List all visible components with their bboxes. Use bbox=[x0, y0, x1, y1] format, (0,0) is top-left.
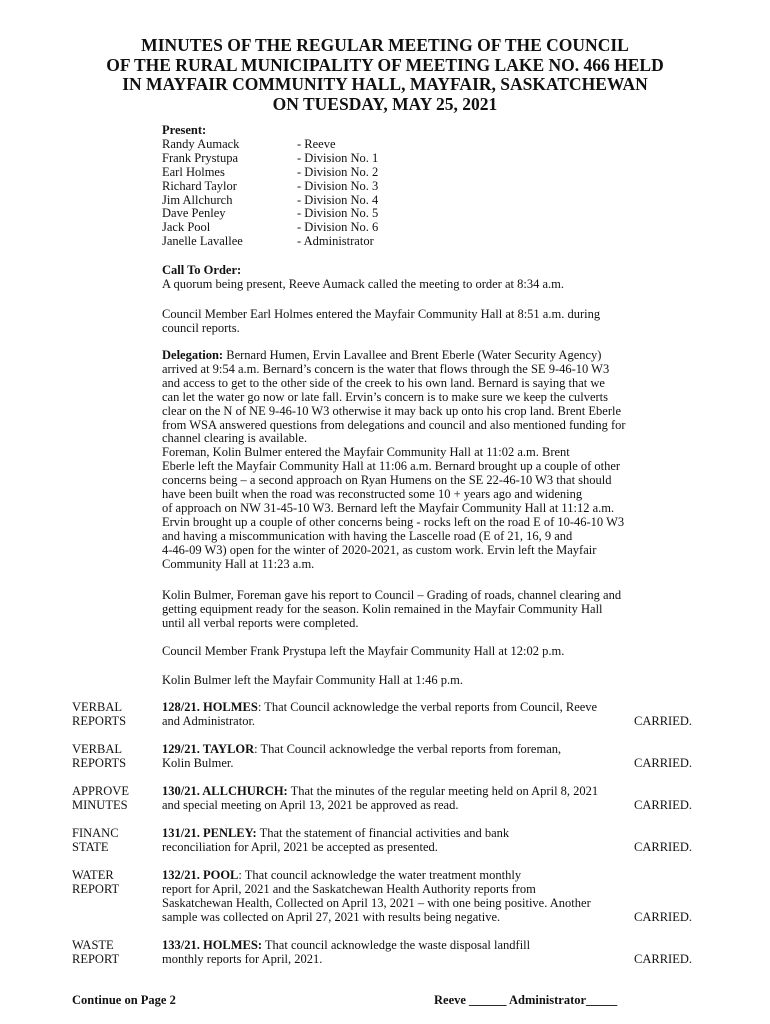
motion-text: reconciliation for April, 2021 be accepted as presented. bbox=[162, 839, 438, 854]
carried-label: CARRIED. bbox=[634, 713, 692, 728]
present-member bbox=[162, 180, 378, 194]
member-role: - Division No. 6 bbox=[297, 220, 379, 235]
motion-text: That the minutes of the regular meeting held on April 8, 2021 bbox=[287, 784, 599, 798]
member-name: Dave Penley bbox=[162, 206, 226, 221]
call-to-order bbox=[162, 264, 722, 292]
label-line: WASTE bbox=[72, 938, 114, 952]
member-role: - Division No. 1 bbox=[297, 150, 379, 165]
member-name: Randy Aumack bbox=[162, 136, 240, 151]
paragraph-line bbox=[162, 349, 722, 363]
paragraph-line: Ervin brought up a couple of other concerns being - rocks left on the road E of 10-46-10 W3 bbox=[162, 514, 625, 529]
delegation-first-line: Bernard Humen, Ervin Lavallee and Brent Eberle (Water Security Agency) bbox=[223, 348, 602, 362]
motion-first-line bbox=[162, 701, 692, 715]
member-role: - Division No. 4 bbox=[297, 192, 379, 207]
motion-first-line bbox=[162, 827, 692, 841]
motion-last-line bbox=[162, 953, 692, 967]
carried-label: CARRIED. bbox=[634, 755, 692, 770]
carried-label: CARRIED. bbox=[634, 797, 692, 812]
motion-number: 133/21. HOLMES: bbox=[162, 938, 263, 952]
page-title bbox=[40, 36, 730, 114]
carried-label: CARRIED. bbox=[634, 909, 692, 924]
signature-lines: Reeve ______ Administrator_____ bbox=[434, 993, 618, 1007]
motion-number: 131/21. PENLEY: bbox=[162, 826, 257, 840]
motion-text: report for April, 2021 and the Saskatchewan Health Authority reports from bbox=[162, 881, 536, 896]
motion-middle-line bbox=[162, 897, 692, 911]
motion-text: sample was collected on April 27, 2021 with results being negative. bbox=[162, 909, 501, 924]
present-member bbox=[162, 152, 378, 166]
paragraph-line: Kolin Bulmer, Foreman gave his report to Council – Grading of roads, channel clearing and bbox=[162, 588, 622, 602]
title-line: MINUTES OF THE REGULAR MEETING OF THE COUNCIL bbox=[141, 35, 629, 55]
paragraph-line: Council Member Frank Prystupa left the Mayfair Community Hall at 12:02 p.m. bbox=[162, 644, 565, 658]
member-name: Janelle Lavallee bbox=[162, 234, 243, 249]
present-member bbox=[162, 235, 378, 249]
present-member bbox=[162, 194, 378, 208]
present-member bbox=[162, 221, 378, 235]
title-line: IN MAYFAIR COMMUNITY HALL, MAYFAIR, SASKATCHEWAN bbox=[122, 74, 648, 94]
member-role: - Division No. 3 bbox=[297, 178, 379, 193]
bulmer-left-paragraph bbox=[162, 674, 722, 688]
member-name: Earl Holmes bbox=[162, 164, 225, 179]
motion-margin-label bbox=[72, 827, 152, 855]
motion-129 bbox=[162, 743, 692, 771]
carried-label: CARRIED. bbox=[634, 839, 692, 854]
paragraph-line: from WSA answered questions from delegations and council and also mentioned funding for bbox=[162, 417, 626, 432]
motion-text: That the statement of financial activities and bank bbox=[256, 826, 510, 840]
delegation-heading: Delegation: bbox=[162, 348, 224, 362]
paragraph-line: and access to get to the other side of the creek to his own land. Bernard is saying that we bbox=[162, 375, 605, 390]
present-member bbox=[162, 138, 378, 152]
motion-text: That council acknowledge the water treatment monthly bbox=[241, 868, 522, 882]
motion-text: and Administrator. bbox=[162, 713, 256, 728]
motion-middle-line bbox=[162, 883, 692, 897]
label-line: WATER bbox=[72, 868, 114, 882]
label-line: REPORTS bbox=[72, 713, 127, 728]
label-line: FINANC bbox=[72, 826, 119, 840]
paragraph-line: Eberle left the Mayfair Community Hall at 11:06 a.m. Bernard brought up a couple of other bbox=[162, 459, 621, 474]
prystupa-left-paragraph bbox=[162, 645, 722, 659]
motion-text: monthly reports for April, 2021. bbox=[162, 951, 323, 966]
motion-number: 130/21. ALLCHURCH: bbox=[162, 784, 288, 798]
motion-margin-label bbox=[72, 939, 152, 967]
foreman-report-paragraph bbox=[162, 589, 722, 631]
paragraph-line: channel clearing is available. bbox=[162, 431, 308, 446]
motion-last-line bbox=[162, 799, 692, 813]
paragraph-line: 4-46-09 W3) open for the winter of 2020-2021, as custom work. Ervin left the Mayfair bbox=[162, 542, 597, 557]
paragraph-line: can let the water go now or late fall. Ervin’s concern is to make sure we keep the culverts bbox=[162, 389, 609, 404]
paragraph-line: have been built when the road was reconstructed some 10 + years ago and widening bbox=[162, 487, 583, 502]
paragraph-line: of approach on NW 31-45-10 W3. Bernard left the Mayfair Community Hall at 11:12 a.m. bbox=[162, 500, 615, 515]
motion-text: Saskatchewan Health, Collected on April 13, 2021 – with one being positive. Another bbox=[162, 895, 591, 910]
label-line: VERBAL bbox=[72, 700, 122, 714]
paragraph-line: arrived at 9:54 a.m. Bernard’s concern is the water that flows through the SE 9-46-10 W3 bbox=[162, 361, 610, 376]
paragraph-line: Community Hall at 11:23 a.m. bbox=[162, 556, 315, 571]
motion-first-line bbox=[162, 743, 692, 757]
motion-margin-label bbox=[72, 869, 152, 897]
paragraph-line: council reports. bbox=[162, 320, 240, 335]
member-name: Jack Pool bbox=[162, 220, 211, 235]
holmes-entered-paragraph bbox=[162, 308, 722, 336]
motion-text: That Council acknowledge the verbal reports from Council, Reeve bbox=[261, 700, 598, 714]
continue-note: Continue on Page 2 bbox=[72, 993, 176, 1007]
paragraph-line: Foreman, Kolin Bulmer entered the Mayfair Community Hall at 11:02 a.m. Brent bbox=[162, 445, 570, 460]
label-line: MINUTES bbox=[72, 797, 128, 812]
title-line: ON TUESDAY, MAY 25, 2021 bbox=[272, 93, 498, 114]
paragraph-line: until all verbal reports were completed. bbox=[162, 615, 359, 630]
motion-sep: : bbox=[238, 868, 242, 882]
motion-number: 132/21. POOL bbox=[162, 868, 239, 882]
present-member bbox=[162, 166, 378, 180]
title-line: OF THE RURAL MUNICIPALITY OF MEETING LAKE NO. 466 HELD bbox=[106, 54, 664, 75]
motion-text: That council acknowledge the waste disposal landfill bbox=[262, 938, 531, 952]
label-line: REPORT bbox=[72, 881, 120, 896]
motion-text: That Council acknowledge the verbal reports from foreman, bbox=[257, 742, 562, 756]
member-role: - Reeve bbox=[297, 136, 336, 151]
motion-133 bbox=[162, 939, 692, 967]
label-line: REPORT bbox=[72, 951, 120, 966]
call-to-order-text: A quorum being present, Reeve Aumack called the meeting to order at 8:34 a.m. bbox=[162, 276, 564, 291]
call-to-order-heading: Call To Order: bbox=[162, 263, 242, 277]
motion-number: 129/21. TAYLOR bbox=[162, 742, 255, 756]
motion-132 bbox=[162, 869, 692, 925]
motion-131 bbox=[162, 827, 692, 855]
motion-sep: : bbox=[257, 700, 262, 714]
label-line: APPROVE bbox=[72, 784, 129, 798]
paragraph-line: and having a miscommunication with having the Lascelle road (E of 21, 16, 9 and bbox=[162, 528, 573, 543]
motion-last-line bbox=[162, 715, 692, 729]
present-member bbox=[162, 207, 378, 221]
member-name: Richard Taylor bbox=[162, 178, 237, 193]
member-name: Frank Prystupa bbox=[162, 150, 239, 165]
member-role: - Division No. 2 bbox=[297, 164, 379, 179]
paragraph-line: concerns being – a second approach on Ryan Humens on the SE 22-46-10 W3 that should bbox=[162, 473, 612, 488]
present-heading: Present: bbox=[162, 123, 207, 137]
paragraph-line: getting equipment ready for the season. Kolin remained in the Mayfair Community Hall bbox=[162, 601, 603, 616]
motion-first-line bbox=[162, 939, 692, 953]
paragraph-line: Council Member Earl Holmes entered the Mayfair Community Hall at 8:51 a.m. during bbox=[162, 307, 601, 321]
motion-text: Kolin Bulmer. bbox=[162, 755, 234, 770]
member-role: - Administrator bbox=[297, 234, 374, 249]
delegation-paragraph bbox=[162, 349, 722, 572]
label-line: STATE bbox=[72, 839, 109, 854]
motion-130 bbox=[162, 785, 692, 813]
motion-first-line bbox=[162, 785, 692, 799]
paragraph-line: clear on the N of NE 9-46-10 W3 otherwise it may back up onto his crop land. Brent Eberle bbox=[162, 403, 622, 418]
motion-margin-label bbox=[72, 701, 152, 729]
motion-last-line bbox=[162, 757, 692, 771]
paragraph-line: Kolin Bulmer left the Mayfair Community Hall at 1:46 p.m. bbox=[162, 673, 463, 687]
motion-128 bbox=[162, 701, 692, 729]
motion-text: and special meeting on April 13, 2021 be approved as read. bbox=[162, 797, 459, 812]
motion-margin-label bbox=[72, 785, 152, 813]
label-line: REPORTS bbox=[72, 755, 127, 770]
motion-first-line bbox=[162, 869, 692, 883]
motion-sep: : bbox=[254, 742, 258, 756]
member-name: Jim Allchurch bbox=[162, 192, 233, 207]
motion-last-line bbox=[162, 841, 692, 855]
present-list bbox=[162, 124, 378, 249]
label-line: VERBAL bbox=[72, 742, 122, 756]
motion-number: 128/21. HOLMES bbox=[162, 700, 258, 714]
member-role: - Division No. 5 bbox=[297, 206, 379, 221]
motion-margin-label bbox=[72, 743, 152, 771]
motion-last-line bbox=[162, 911, 692, 925]
carried-label: CARRIED. bbox=[634, 951, 692, 966]
